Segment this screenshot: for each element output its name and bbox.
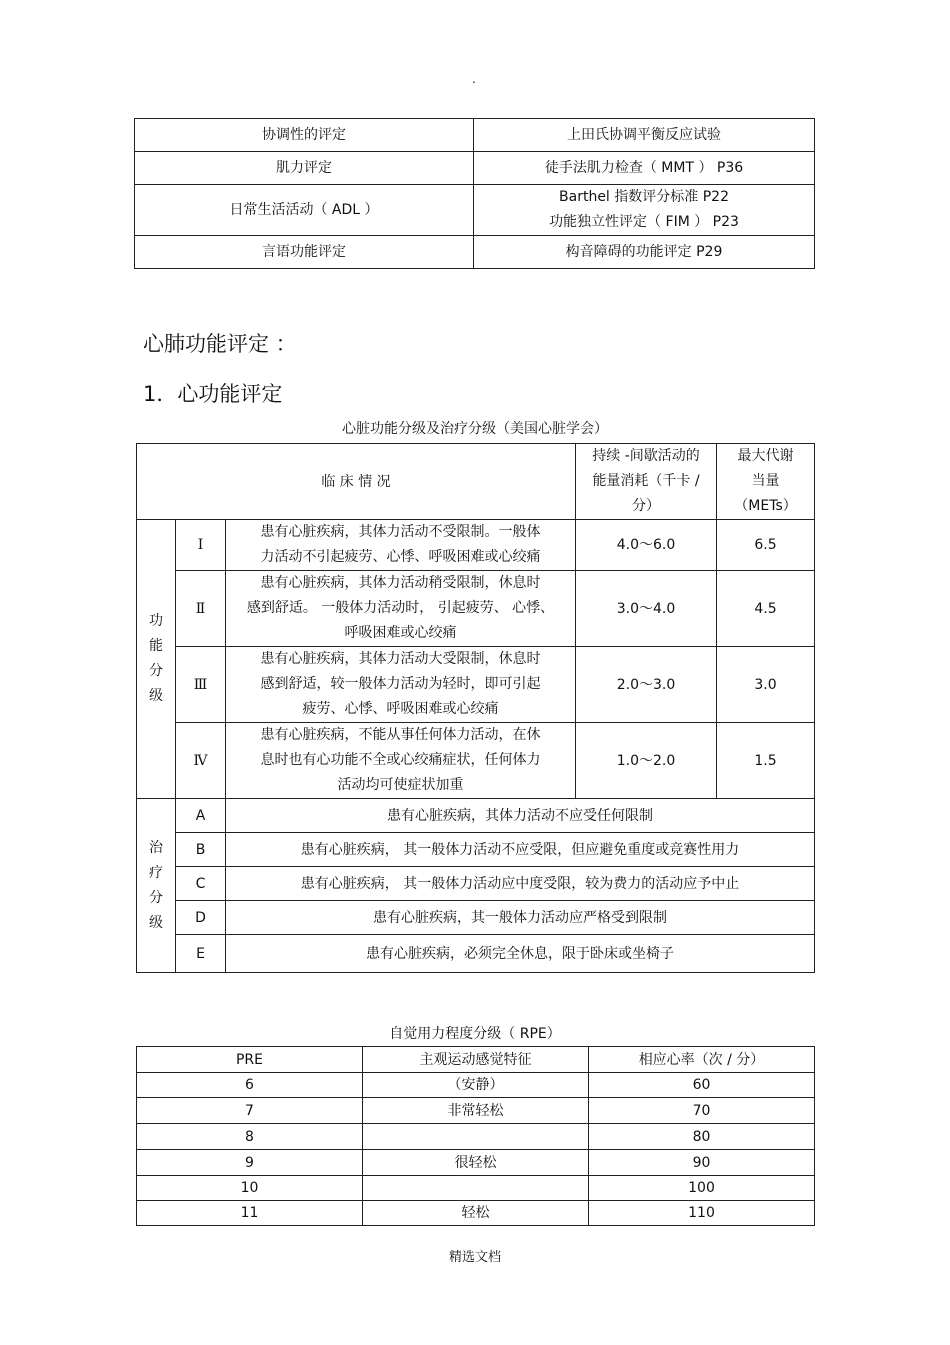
table-row [137,647,815,723]
table-row [137,723,815,799]
desc-line: 患有心脏疾病，其体力活动稍受限制，休息时 [260,575,541,591]
energy-cell: 3.0～4.0 [576,571,717,647]
grade-cell: Ⅲ [176,647,226,723]
table-row [137,833,815,867]
assess-name-cell: 言语功能评定 [135,236,474,269]
assess-name-cell: 协调性的评定 [135,119,474,152]
table-row [135,152,815,185]
table-row [137,571,815,647]
vertical-char: 治 [149,839,163,856]
assess-method-cell [474,185,815,236]
assess-name-cell: 日常生活活动（ ADL ） [135,185,474,236]
rpe-cell: 60 [589,1073,815,1098]
rpe-header: 相应心率（次 / 分） [589,1047,815,1073]
vertical-char: 能 [149,638,163,654]
desc-cell [226,571,576,647]
treat-desc-cell: 患有心脏疾病， 其一般体力活动应中度受限，较为费力的活动应予中止 [226,867,815,901]
assess-method-line: 功能独立性评定（ FIM ） P23 [549,214,739,230]
table-row [137,867,815,901]
grade-cell: Ⅱ [176,571,226,647]
treat-desc-cell: 患有心脏疾病，其体力活动不应受任何限制 [226,799,815,833]
func-grade-label [137,520,176,799]
assess-method-cell: 构音障碍的功能评定 P29 [474,236,815,269]
table-row [137,1176,815,1201]
desc-line: 患有心脏疾病，不能从事任何体力活动，在休 [260,727,541,743]
vertical-char: 级 [149,914,163,931]
table-row [135,119,815,152]
table-row [137,1150,815,1176]
assess-method-cell: 徒手法肌力检查（ MMT ） P36 [474,152,815,185]
desc-line: 患有心脏疾病，其体力活动大受限制，休息时 [260,651,541,667]
header-energy-line: 能量消耗（千卡 / [592,473,700,489]
desc-cell [226,723,576,799]
desc-line: 感到舒适。 一般体力活动时， 引起疲劳、 心悸、 [246,600,555,616]
rpe-cell [363,1176,589,1201]
vertical-char: 疗 [149,864,163,881]
rpe-cell: 很轻松 [363,1150,589,1176]
header-energy-line: 分） [632,498,661,514]
assess-method-cell: 上田氏协调平衡反应试验 [474,119,815,152]
rpe-cell: 90 [589,1150,815,1176]
treat-desc-cell: 患有心脏疾病，必须完全休息，限于卧床或坐椅子 [226,935,815,973]
header-dot: . [472,72,476,86]
page-footer: 精选文档 [448,1250,501,1265]
desc-cell [226,520,576,571]
vertical-char: 功 [149,613,163,629]
desc-line: 感到舒适，较一般体力活动为轻时，即可引起 [260,676,541,692]
rpe-cell: 110 [589,1201,815,1226]
vertical-char: 级 [149,688,163,704]
vertical-char: 分 [149,889,163,906]
header-mets [717,444,815,520]
header-clinical: 临 床 情 况 [137,444,576,520]
desc-cell [226,647,576,723]
table-row [137,1098,815,1124]
table-row [135,185,815,236]
rpe-cell [363,1124,589,1150]
header-energy [576,444,717,520]
grade-cell: Ⅳ [176,723,226,799]
rpe-cell: 70 [589,1098,815,1124]
table-row [137,1073,815,1098]
rpe-cell: 6 [137,1073,363,1098]
cardiac-table-caption: 心脏功能分级及治疗分级（美国心脏学会） [342,421,608,437]
energy-cell: 1.0～2.0 [576,723,717,799]
rpe-cell: 8 [137,1124,363,1150]
table-row [137,1047,815,1073]
desc-line: 疲劳、心悸、呼吸困难或心绞痛 [302,701,499,717]
energy-cell: 4.0～6.0 [576,520,717,571]
assess-name-cell: 肌力评定 [135,152,474,185]
mets-cell: 3.0 [717,647,815,723]
desc-line: 活动均可使症状加重 [337,777,464,793]
rpe-header: PRE [137,1047,363,1073]
rpe-cell: 7 [137,1098,363,1124]
table-row [137,935,815,973]
treat-desc-cell: 患有心脏疾病，其一般体力活动应严格受到限制 [226,901,815,935]
table-row [137,901,815,935]
rpe-table [136,1046,815,1226]
rpe-header: 主观运动感觉特征 [363,1047,589,1073]
grade-cell: C [176,867,226,901]
energy-cell: 2.0～3.0 [576,647,717,723]
grade-cell: A [176,799,226,833]
rpe-table-caption: 自觉用力程度分级（ RPE） [389,1026,561,1042]
rpe-cell: 11 [137,1201,363,1226]
header-mets-line: 最大代谢 [737,448,794,464]
rpe-cell: 9 [137,1150,363,1176]
header-mets-line: （METs） [734,498,797,514]
desc-line: 力活动不引起疲劳、心悸、呼吸困难或心绞痛 [260,549,541,565]
table-row [137,444,815,520]
grade-cell: B [176,833,226,867]
table-row [137,1201,815,1226]
rpe-cell: 10 [137,1176,363,1201]
cardiac-table [136,443,815,973]
rpe-cell: 轻松 [363,1201,589,1226]
grade-cell: E [176,935,226,973]
desc-line: 呼吸困难或心绞痛 [344,625,457,641]
mets-cell: 6.5 [717,520,815,571]
mets-cell: 4.5 [717,571,815,647]
treat-grade-label [137,799,176,973]
rpe-cell: 100 [589,1176,815,1201]
assessment-table [134,118,815,269]
desc-line: 患有心脏疾病，其体力活动不受限制。一般体 [260,524,541,540]
header-mets-line: 当量 [751,473,780,489]
grade-cell: Ⅰ [176,520,226,571]
table-row [137,520,815,571]
table-row [137,799,815,833]
table-row [135,236,815,269]
mets-cell: 1.5 [717,723,815,799]
table-row [137,1124,815,1150]
assess-method-line: Barthel 指数评分标准 P22 [559,189,729,205]
grade-cell: D [176,901,226,935]
rpe-cell: 80 [589,1124,815,1150]
section-title: 心肺功能评定 ： [143,332,297,356]
header-energy-line: 持续 -间歇活动的 [592,448,700,464]
vertical-char: 分 [149,663,163,679]
treat-desc-cell: 患有心脏疾病， 其一般体力活动不应受限，但应避免重度或竞赛性用力 [226,833,815,867]
desc-line: 息时也有心功能不全或心绞痛症状，任何体力 [260,752,541,768]
rpe-cell: （安静） [363,1073,589,1098]
subsection-title: 1．心功能评定 [143,382,283,406]
rpe-cell: 非常轻松 [363,1098,589,1124]
